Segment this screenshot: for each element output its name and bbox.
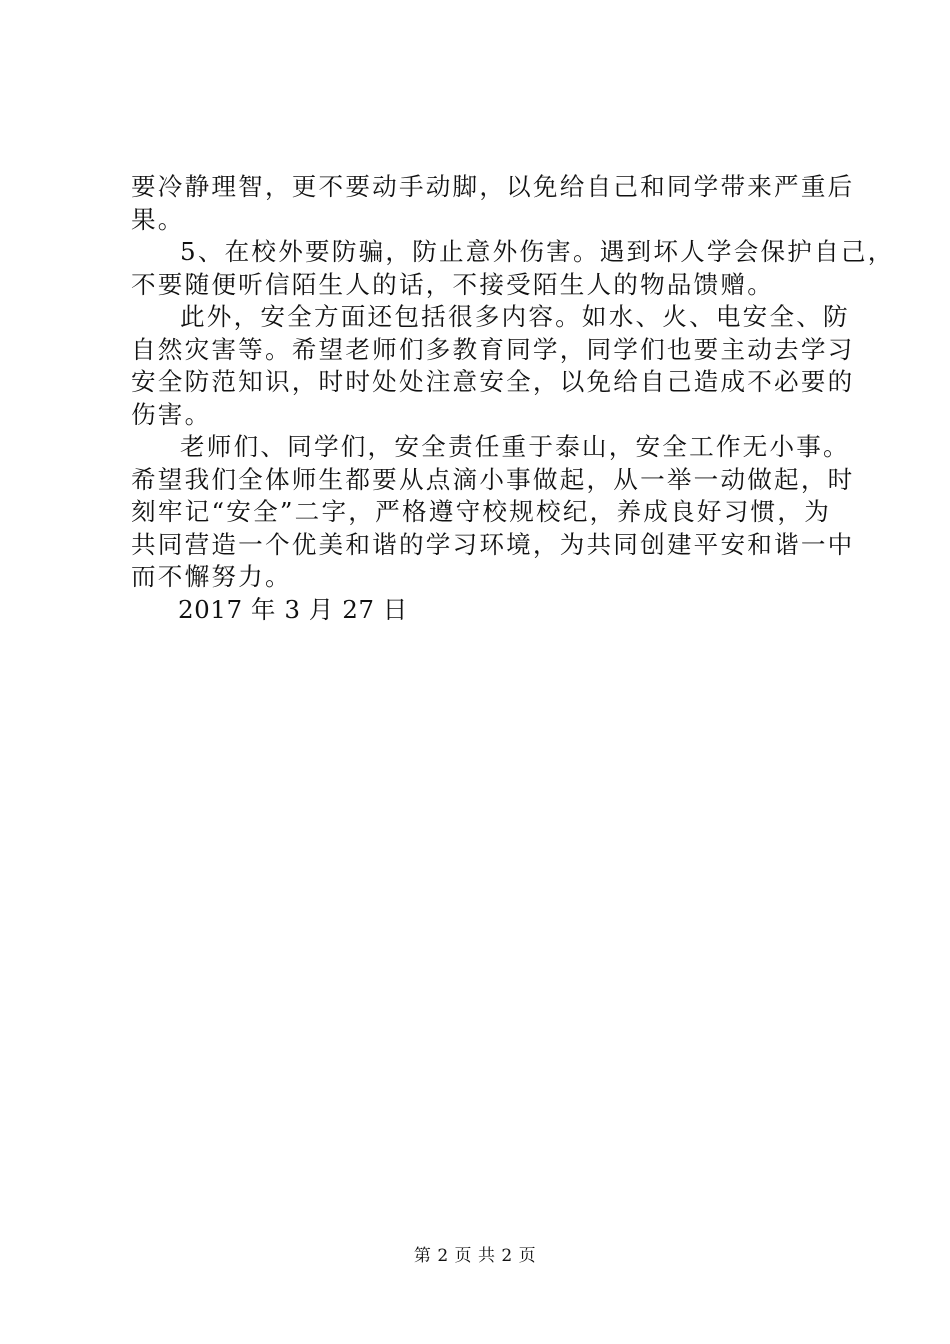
paragraph-line: 安全防范知识，时时处处注意安全，以免给自己造成不必要的 [131,367,855,396]
paragraph-3 [131,301,855,431]
paragraph-line: 伤害。 [131,399,212,429]
paragraph-line: 不要随便听信陌生人的话，不接受陌生人的物品馈赠。 [131,269,775,299]
document-date: 2017 年 3 月 27 日 [178,594,408,624]
paragraph-line: 老师们、同学们，安全责任重于泰山，安全工作无小事。 [180,432,850,461]
paragraph-line: 刻牢记“安全”二字，严格遵守校规校纪，养成良好习惯，为 [131,497,831,526]
page-footer: 第 2 页 共 2 页 [413,1246,537,1266]
paragraph-line: 5、在校外要防骗，防止意外伤害。遇到坏人学会保护自己， [180,237,895,266]
paragraph-1 [131,171,855,236]
paragraph-line: 此外，安全方面还包括很多内容。如水、火、电安全、防 [180,302,850,331]
paragraph-line: 果。 [131,204,185,234]
paragraph-line: 要冷静理智，更不要动手动脚，以免给自己和同学带来严重后 [131,172,855,201]
paragraph-line: 共同营造一个优美和谐的学习环境，为共同创建平安和谐一中 [131,529,855,559]
document-body [131,171,895,626]
paragraph-line: 自然灾害等。希望老师们多教育同学，同学们也要主动去学习 [131,334,855,364]
paragraph-line: 而不懈努力。 [131,562,292,591]
paragraph-2 [131,236,895,301]
paragraph-line: 希望我们全体师生都要从点滴小事做起，从一举一动做起，时 [131,464,855,494]
paragraph-4 [131,431,855,594]
